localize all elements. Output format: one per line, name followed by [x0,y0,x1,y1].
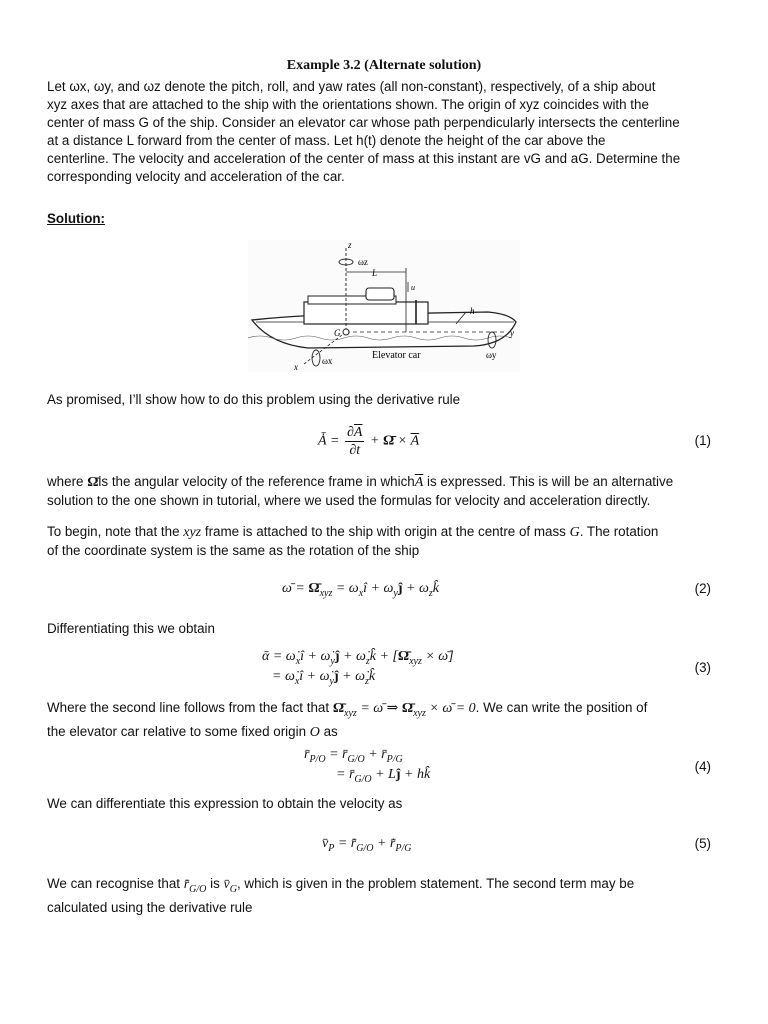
equation-2-number: (2) [694,581,711,596]
label-h: h [470,306,475,316]
intro-line-5: centerline. The velocity and acceleration of the center of mass at this instant are vG and aG. Determine the [47,151,681,166]
ship-diagram [248,240,520,372]
example-title: Example 3.2 (Alternate solution) [286,58,482,73]
equation-2: ω̄ = $\Omegā_{xyz}$ = $\omega_xî$ + $\omega_yĵ$ + $\omega_zk̂$ (2) [282,581,711,599]
label-u: u [411,283,415,292]
label-omega-x: ωx [322,356,333,366]
equation-5-number: (5) [694,836,711,851]
label-y: y [510,328,514,338]
intro-line-3: center of mass G of the ship. Consider an elevator car whose path perpendicularly intersects the centerline [47,115,680,130]
intro-line-2: xyz axes that are attached to the ship with the orientations shown. The origin of xyz coincides with the [47,97,649,112]
paragraph-recognise: We can recognise that $r̄̇_{G/O}$ is $v̄_G$, which is given in the problem statement. The second term may be calculated using the derivative rule [47,876,635,915]
equation-1: Ǡ = $\frac{\partial\overline{A}}{\partial t}$ + Ω̄ × $\overline{A}$ (1) [318,425,711,458]
paragraph-derivative-rule: As promised, I’ll show how to do this problem using the derivative rule [47,392,461,407]
label-G: G [334,328,341,338]
paragraph-omega-definition: where Ω̄is the angular velocity of the reference frame in $which\overline{A}$ is expressed. This is will be an alternative solution to the one shown in tutorial, where we used the formulas for velocity and acceleration directly. [47,474,674,508]
intro-line-4: at a distance L forward from the center of mass. Let h(t) denote the height of the car above the [47,133,606,148]
intro-line-1: Let ωx, ωy, and ωz denote the pitch, roll, and yaw rates (all non-constant), respectively, of a ship about [47,79,656,94]
equation-4-number: (4) [694,759,711,774]
equation-3-number: (3) [694,660,711,675]
elevator-car-shape [366,288,394,300]
label-L: L [372,268,378,278]
paragraph-differentiating: Differentiating this we obtain [47,621,215,636]
label-omega-z: ωz [358,257,368,267]
equation-4: $r̄_{P/O}$ = $r̄_{G/O}$ + $r̄_{P/G}$ = $r̄_{G/O}$ + Lĵ + hk̂ (4) [304,747,711,785]
intro-paragraph [47,78,723,186]
equation-1-number: (1) [694,433,711,448]
label-elevator-car: Elevator car [372,350,421,361]
label-x: x [294,362,298,372]
solution-heading: Solution: [47,211,106,226]
paragraph-coordinate-frame: To begin, note that the xyz frame is attached to the ship with origin at the centre of mass G. The rotation of the coordinate system is the same as the rotation of the ship [47,524,659,558]
paragraph-velocity: We can differentiate this expression to obtain the velocity as [47,796,403,811]
label-z: z [348,240,352,250]
label-omega-y: ωy [486,350,497,360]
intro-line-6: corresponding velocity and acceleration of the car. [47,169,345,184]
equation-3: ᾱ = $\omegȧ_xî$ + $\omegȧ_yĵ$ + $\omegȧ_zk̂$ + [$\Omegā_{xyz}$ × ω̄] = $\omegȧ_xî$ + $\omegȧ_yĵ$ + $\omegȧ_zk̂$ (3) [262,649,711,687]
equation-5: $v̄_P$ = $r̄̇_{G/O}$ + $r̄̇_{P/G}$ (5) [322,836,711,854]
paragraph-position: Where the second line follows from the fact that $\Omegā_{xyz}$ = ω̄ ⇒ $\Omegā_{xyz}$ × ω̄ = 0. We can write the position of the elevator car relative to some fixed origin O as [47,700,648,740]
ship-superstructure [304,302,428,324]
